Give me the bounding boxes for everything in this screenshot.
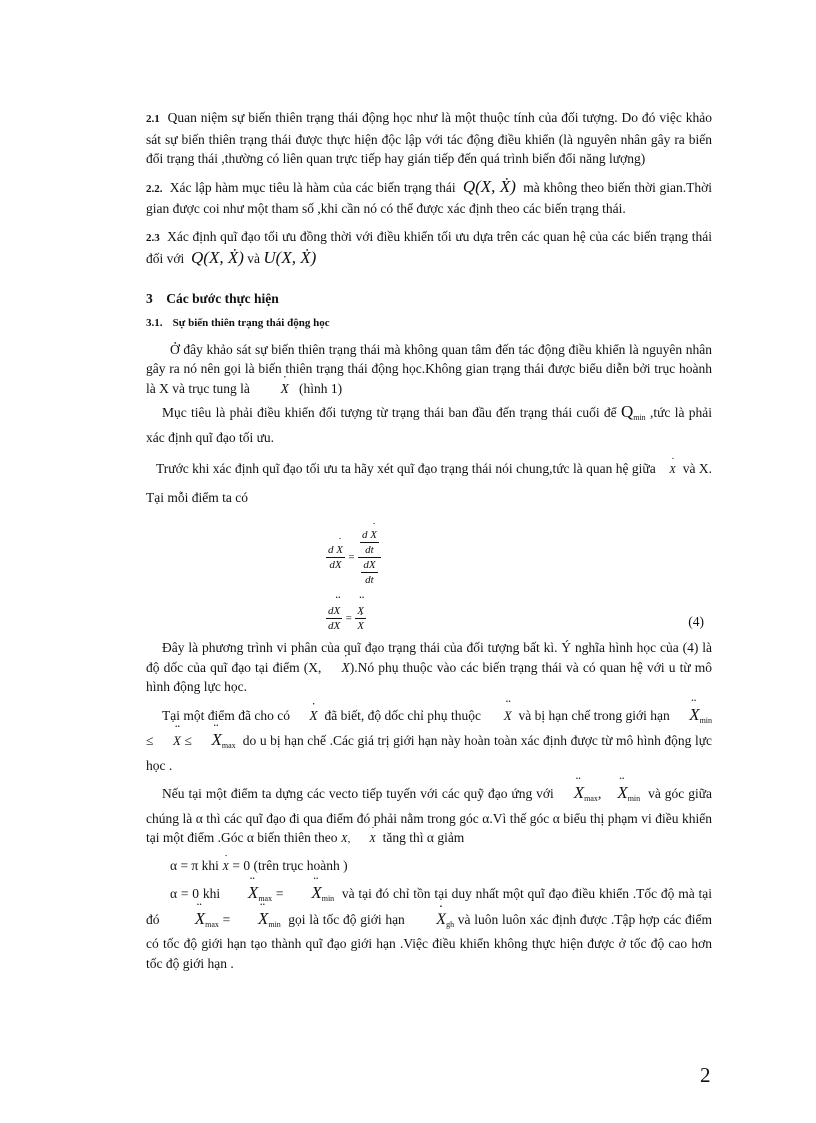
x-dot-symbol: ˙ X bbox=[659, 456, 676, 484]
section-number: 2.3 bbox=[146, 231, 160, 244]
x-dot-symbol: ˙ X bbox=[326, 658, 350, 678]
heading-title: Các bước thực hiện bbox=[166, 290, 279, 306]
x-dot-symbol: ˙ X bbox=[257, 379, 289, 399]
equation-number: (4) bbox=[688, 614, 704, 629]
math-q-x-xdot: Q(X, Ẋ) bbox=[191, 248, 244, 267]
paragraph-slope-limits: Tại một điểm đã cho có ˙ X đã biết, độ dốc chỉ phụ thuộc ¨ X và bị hạn chế trong giới hạn ¨ $X_{min}$ ≤ ¨ X ≤ ¨ $X_{max}$ do u bị hạn chế .Các giá trị giới hạn này hoàn toàn xác định được từ mô hình động lực học . bbox=[146, 705, 712, 776]
document-body bbox=[146, 108, 712, 973]
equation-line-1: $\frac{d ˙ X}{dX}$ = $\frac{\frac{d ˙ X}{dt}}{\frac{dX}{dt}}$ bbox=[326, 528, 381, 587]
paragraph-alpha-zero: α = 0 khi ¨ $X_{max}$ = ¨ $X_{min}$ và tại đó chỉ tồn tại duy nhất một quĩ đạo điều khiển .Tốc độ mà tại đó ¨ $X_{max}$ = ¨ $X_{min}$ gọi là tốc độ giới hạn ˙ $X_{gh}$ và luôn luôn xác định được .Tập hợp các điểm có tốc độ giới hạn tạo thành quĩ đạo giới hạn .Việc điều khiển không thực hiện được ở tốc độ cao hơn tốc độ giới hạn . bbox=[146, 883, 712, 973]
math-q-x-xdot: Q(X, Ẋ) bbox=[462, 176, 516, 196]
equation-4 bbox=[146, 514, 712, 632]
paragraph-state-space: Ở đây khảo sát sự biến thiên trạng thái mà không quan tâm đến tác động điều khiển là nguyên nhân gây ra nó nên gọi là biến thiên trạng thái động học.Không gian trạng thái được biểu diễn bởi trục hoành là X và trục tung là ˙ X (hình 1) bbox=[146, 340, 712, 399]
q-min-symbol: Q bbox=[620, 402, 634, 421]
heading-3: 3 Các bước thực hiện bbox=[146, 290, 279, 306]
section-2-2: 2.2. Xác lập hàm mục tiêu là hàm của các biến trạng thái Q(X, Ẋ) mà không theo biến thời gian.Thời gian được coi như một tham số ,khi cần nó có thể được xác định theo các biến trạng thái. bbox=[146, 176, 713, 216]
x-ddot-max: ¨ X bbox=[195, 730, 221, 750]
x-ddot-min: ¨ X bbox=[673, 705, 699, 725]
heading-title: Sự biến thiên trạng thái động học bbox=[172, 317, 330, 329]
page-number: 2 bbox=[700, 1063, 711, 1087]
section-2-1 bbox=[146, 108, 712, 169]
section-number: 2.2. bbox=[146, 182, 163, 195]
paragraph-trajectory: Trước khi xác định quĩ đạo tối ưu ta hãy xét quĩ đạo trạng thái nói chung,tức là quan hệ giữa ˙ X và X. Tại mỗi điểm ta có bbox=[146, 455, 712, 512]
paragraph-objective: Mục tiêu là phải điều khiển đối tượng từ trạng thái ban đầu đến trạng thái cuối để $Q_{min}$ ,tức là phải xác định quĩ đạo tối ưu. bbox=[146, 402, 712, 445]
heading-3-1: 3.1. Sự biến thiên trạng thái động học bbox=[146, 317, 330, 329]
math-u-x-xdot: U(X, Ẋ) bbox=[263, 248, 317, 267]
section-text: Quan niệm sự biến thiên trạng thái động học như là một thuộc tính của đối tượng. Do đó việc khảo sát sự biến thiên trạng thái được thực hiện độc lập với tác động điều khiển (là nguyên nhân gây ra biến đổi trạng thái ,thường có liên quan trực tiếp hay gián tiếp đến quá trình biến đổi năng lượng) bbox=[146, 110, 712, 166]
paragraph-meaning: Đây là phương trình vi phân của quĩ đạo trạng thái của đối tượng bất kì. Ý nghĩa hình học của (4) là độ dốc của quĩ đạo tại điểm (X, ˙ X).Nó phụ thuộc vào các biến trạng thái và có quan hệ với u từ mô hình động lực học. bbox=[146, 638, 712, 697]
equation-line-2: $\frac{d¨ X}{dX}$ = ¨ X ˙ X bbox=[326, 604, 366, 633]
section-2-3: 2.3 Xác định quĩ đạo tối ưu đồng thời với điều khiển tối ưu dựa trên các quan hệ của các biến trạng thái đối với Q(X, Ẋ) và U(X, Ẋ) bbox=[146, 228, 712, 267]
section-number: 2.1 bbox=[146, 113, 160, 125]
paragraph-alpha-pi: α = π khi ˙ X = 0 (trên trục hoành ) bbox=[146, 856, 712, 878]
x-dot-gh: ˙ X bbox=[412, 910, 446, 930]
paragraph-angle: Nếu tại một điểm ta dựng các vecto tiếp tuyến với các quỹ đạo ứng với ¨ $X_{max},¨$ $X_{min}$ và góc giữa chúng là α thì các quĩ đạo đi qua điểm đó phải nằm trong góc α.Vì thế góc α biểu thị phạm vi điều khiển tại một điểm .Góc α biến thiên theo X, ˙ X tăng thì α giảm bbox=[146, 783, 712, 850]
